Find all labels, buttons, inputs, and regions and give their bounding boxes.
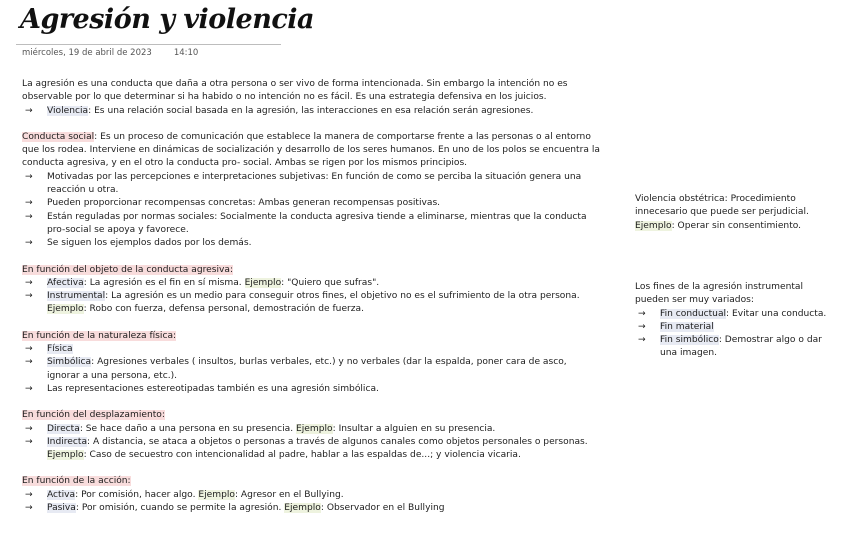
intro-paragraph: La agresión es una conducta que daña a otra persona o ser vivo de forma intencionada. Sin embargo la intención no es observable por lo que determinar si ha habido o no intención no es fácil. Es una estrategia defensiva en los juicios. (22, 79, 568, 103)
term-fin-conductual: Fin conductual (660, 308, 727, 319)
title-divider (16, 44, 281, 45)
term-instrumental: Instrumental (47, 291, 106, 302)
list-item-activa (22, 489, 602, 502)
list-item-fin-conductual (635, 308, 835, 321)
section-heading-objeto (22, 264, 602, 277)
conducta-social-paragraph (22, 131, 602, 171)
arrow-icon: → (25, 198, 33, 209)
side-note-obstetrica[interactable] (635, 193, 830, 233)
term-directa: Directa (47, 423, 80, 434)
pasiva-example: : Observador en el Bullying (320, 503, 445, 514)
section-heading-desplazamiento (22, 409, 602, 422)
section-heading-naturaleza (22, 330, 602, 343)
arrow-icon: → (25, 105, 33, 116)
arrow-icon: → (25, 357, 33, 368)
list-item (22, 211, 602, 238)
list-item-text: Las representaciones estereotipadas también es una agresión simbólica. (47, 383, 379, 394)
list-item-text: Están reguladas por normas sociales: Socialmente la conducta agresiva tiende a eliminarse, mientras que la conducta pro-social se apoya y favorece. (47, 211, 587, 235)
list-item-simbolica (22, 356, 602, 383)
term-activa: Activa (47, 489, 76, 500)
list-item-directa (22, 423, 602, 436)
obstetrica-example-text: : Operar sin consentimiento. (671, 220, 802, 231)
term-fisica: Física (47, 344, 73, 355)
list-item-estereotipadas (22, 383, 602, 396)
ejemplo-label: Ejemplo (635, 220, 672, 231)
list-item (22, 197, 602, 210)
arrow-icon: → (25, 344, 33, 355)
arrow-icon: → (25, 291, 33, 302)
fin-conductual-text: : Evitar una conducta. (726, 308, 827, 319)
page-time: 14:10 (173, 48, 199, 58)
ejemplo-label: Ejemplo (244, 277, 282, 288)
arrow-icon: → (25, 238, 33, 249)
list-item-fin-simbolico (635, 334, 835, 361)
heading-objeto-text: En función del objeto de la conducta agresiva: (22, 264, 234, 275)
list-item-fisica (22, 343, 602, 356)
arrow-icon: → (25, 277, 33, 288)
arrow-icon: → (25, 171, 33, 182)
arrow-icon: → (638, 321, 646, 332)
arrow-icon: → (25, 383, 33, 394)
indirecta-text: : A distancia, se ataca a objetos o personas a través de algunos canales como objetos personales o personas. (87, 436, 588, 447)
arrow-icon: → (25, 489, 33, 500)
list-item (22, 171, 602, 198)
indirecta-example-text: : Caso de secuestro con intencionalidad al padre, hablar a las espaldas de...; y violencia vicaria. (83, 450, 521, 461)
instrumental-example (22, 303, 602, 316)
conducta-social-text: : Es un proceso de comunicación que establece la manera de comportarse frente a las personas o al entorno que los rodea. Interviene en dinámicas de socialización y desarrollo de los seres humanos. En uno de los polos se encuentra la conducta agresiva, y en el otro la conducta pro- social. Ambas se rigen por los mismos principios. (22, 131, 600, 169)
arrow-icon: → (25, 436, 33, 447)
section-heading-accion (22, 475, 602, 488)
list-item-text: Pueden proporcionar recompensas concretas: Ambas generan recompensas positivas. (47, 198, 441, 209)
list-item-text: Motivadas por las percepciones e interpretaciones subjetivas: En función de como se perciba la situación genera una reacción u otra. (47, 171, 582, 196)
heading-naturaleza-text: En función de la naturaleza física: (22, 330, 177, 341)
list-item (22, 237, 602, 250)
term-conducta-social: Conducta social (22, 131, 95, 142)
heading-desplazamiento-text: En función del desplazamiento: (22, 410, 165, 421)
term-afectiva: Afectiva (47, 277, 84, 288)
directa-text: : Se hace daño a una persona en su presencia. (79, 423, 297, 434)
arrow-icon: → (25, 211, 33, 222)
pasiva-text: : Por omisión, cuando se permite la agresión. (75, 503, 285, 514)
instrumental-example-text: : Robo con fuerza, defensa personal, demostración de fuerza. (83, 304, 365, 315)
directa-example: : Insultar a alguien en su presencia. (332, 423, 496, 434)
fin-simbolico-text: : Demostrar algo o dar una imagen. (660, 335, 822, 359)
violencia-definition: : Es una relación social basada en la agresión, las interacciones en esa relación serán agresiones. (88, 105, 534, 116)
list-item-violencia (22, 105, 602, 118)
list-item-pasiva (22, 502, 602, 515)
list-item-text: Se siguen los ejemplos dados por los demás. (47, 238, 252, 249)
activa-example: : Agresor en el Bullying. (234, 489, 344, 500)
simbolica-text: : Agresiones verbales ( insultos, burlas verbales, etc.) y no verbales (dar la espalda, poner cara de asco, ignorar a una persona, etc.). (47, 357, 567, 381)
list-item-instrumental (22, 290, 602, 303)
ejemplo-label: Ejemplo (47, 304, 84, 315)
ejemplo-label: Ejemplo (47, 450, 84, 461)
ejemplo-label: Ejemplo (284, 503, 321, 514)
arrow-icon: → (638, 335, 646, 346)
term-fin-material: Fin material (660, 321, 714, 332)
activa-text: : Por comisión, hacer algo. (75, 489, 199, 500)
obstetrica-text: Violencia obstétrica: Procedimiento innecesario que puede ser perjudicial. (635, 194, 809, 218)
ejemplo-label: Ejemplo (198, 489, 235, 500)
obstetrica-example (635, 220, 830, 233)
instrumental-text: : La agresión es un medio para conseguir otros fines, el objetivo no es el sufrimiento de la otra persona. (105, 291, 580, 302)
side-note-fines[interactable] (635, 281, 835, 361)
term-pasiva: Pasiva (47, 503, 76, 514)
arrow-icon: → (25, 503, 33, 514)
term-fin-simbolico: Fin simbólico (660, 335, 719, 346)
fines-intro: Los fines de la agresión instrumental pueden ser muy variados: (635, 282, 803, 306)
list-item-indirecta (22, 436, 602, 449)
arrow-icon: → (25, 423, 33, 434)
note-body[interactable] (22, 78, 602, 515)
afectiva-example: : "Quiero que sufras". (281, 277, 380, 288)
date-bar (22, 48, 220, 58)
term-violencia: Violencia (47, 105, 89, 116)
term-simbolica: Simbólica (47, 357, 92, 368)
page-title: Agresión y violencia (20, 4, 315, 35)
list-item-afectiva (22, 277, 602, 290)
ejemplo-label: Ejemplo (296, 423, 333, 434)
afectiva-text: : La agresión es el fin en sí misma. (83, 277, 245, 288)
indirecta-example (22, 449, 602, 462)
term-indirecta: Indirecta (47, 436, 88, 447)
arrow-icon: → (638, 308, 646, 319)
heading-accion-text: En función de la acción: (22, 476, 131, 487)
list-item-fin-material (635, 321, 835, 334)
page-date: miércoles, 19 de abril de 2023 (22, 48, 152, 58)
